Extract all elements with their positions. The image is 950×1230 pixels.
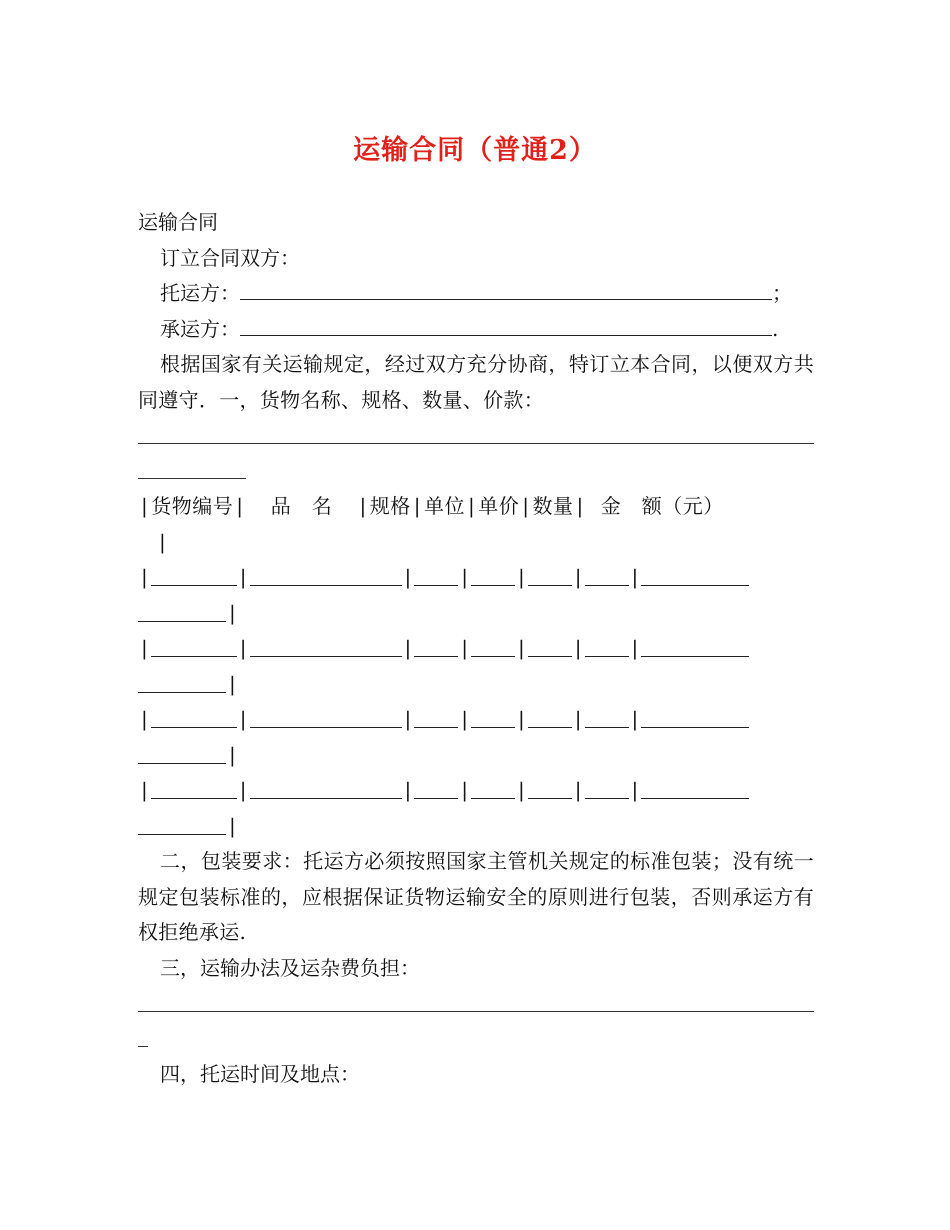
cell-product-name [250,565,402,586]
table-row-end: | [138,738,814,774]
header-goods-no: 货物编号 [151,494,234,518]
cell-spec [414,565,458,586]
goods-table-header: | 货物编号 | 品 名 | 规格 | 单位 | 单价 | 数量 | 金 额（元） [138,489,814,525]
cell-amount [641,778,749,799]
header-spec: 规格 [369,494,411,518]
cell-unit [471,778,515,799]
cell-goods-no [151,565,237,586]
transport-fees-blank-line-end [138,1022,814,1058]
cell-amount-continued [138,601,226,622]
shipper-end: ； [772,281,792,305]
shipper-line [138,276,814,312]
carrier-end: . [772,316,779,341]
cell-amount [641,565,749,586]
cell-unit [471,636,515,657]
section-transport-fees: 三，运输办法及运杂费负担： [160,955,420,980]
cell-product-name [250,778,402,799]
goods-table-header-end: | [159,529,166,554]
document-title: 运输合同（普通2） [353,135,597,166]
table-row-end: | [138,596,814,632]
carrier-label: 承运方： [160,316,240,341]
table-row-end: | [138,809,814,845]
transport-fees-blank-line [138,986,814,1022]
table-row: | | | | | | | [138,702,814,738]
parties-intro: 订立合同双方： [160,245,300,270]
cell-unit [471,565,515,586]
section-shipping-time-place: 四，托运时间及地点： [160,1062,360,1086]
cell-spec [414,778,458,799]
header-amount: 金 额（元） [600,494,724,518]
table-row: | | | | | | | [138,631,814,667]
preamble-paragraph: 根据国家有关运输规定，经过双方充分协商，特订立本合同，以便双方共同遵守．一，货物名称、规格、数量、价款： [138,352,814,412]
goods-blank-line [138,418,814,454]
section-packaging: 二，包装要求：托运方必须按照国家主管机关规定的标准包装；没有统一规定包装标准的，应根据保证货物运输安全的原则进行包装，否则承运方有权拒绝承运. [138,849,814,944]
header-product-name: 品 名 [270,494,333,518]
cell-unit-price [528,636,572,657]
table-row-end: | [138,667,814,703]
cell-product-name [250,636,402,657]
cell-unit-price [528,707,572,728]
cell-goods-no [151,636,237,657]
cell-product-name [250,707,402,728]
cell-amount [641,707,749,728]
carrier-blank [240,313,772,336]
table-row: | | | | | | | [138,560,814,596]
table-row: | | | | | | | [138,773,814,809]
cell-quantity [585,565,629,586]
cell-unit [471,707,515,728]
cell-amount-continued [138,743,226,764]
carrier-line [138,312,814,348]
cell-amount [641,636,749,657]
goods-blank-line-end [138,454,814,490]
cell-goods-no [151,778,237,799]
cell-spec [414,707,458,728]
shipper-blank [240,277,772,300]
cell-quantity [585,707,629,728]
header-quantity: 数量 [532,494,574,518]
cell-goods-no [151,707,237,728]
cell-unit-price [528,778,572,799]
cell-quantity [585,778,629,799]
document-body [138,205,814,1093]
shipper-label: 托运方： [160,281,240,305]
header-unit: 单位 [424,494,465,518]
header-unit-price: 单价 [478,494,520,518]
cell-unit-price [528,565,572,586]
contract-heading: 运输合同 [138,210,218,234]
cell-spec [414,636,458,657]
cell-amount-continued [138,672,226,693]
cell-amount-continued [138,814,226,835]
cell-quantity [585,636,629,657]
